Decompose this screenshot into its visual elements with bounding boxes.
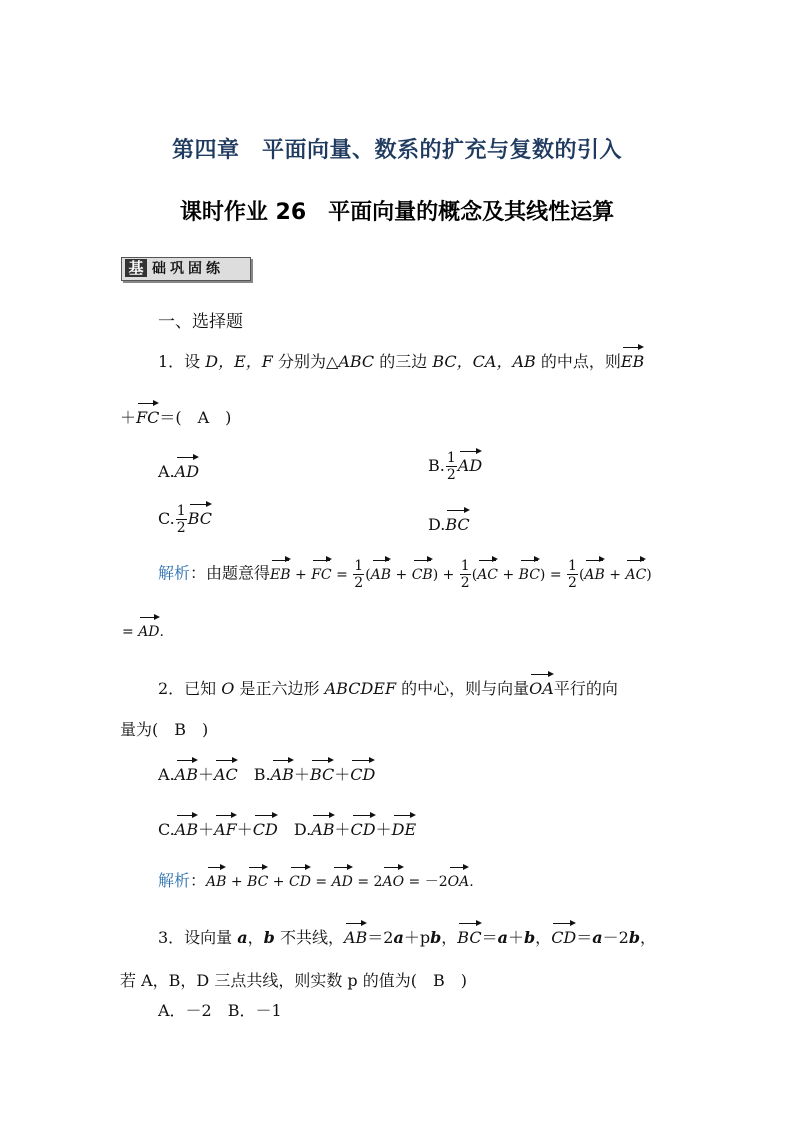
q3-options: A．－2 B．－1 xyxy=(158,1001,282,1020)
q1-option-a: A.AD xyxy=(158,462,200,481)
q1-stem-line1: 1．设 D，E，F 分别为△ABC 的三边 BC，CA，AB 的中点，则EB xyxy=(158,352,645,371)
vector-fc: FC xyxy=(136,408,160,427)
q1-solution-end: = AD. xyxy=(122,620,164,642)
q2-options-cd: C.AB＋AF＋CD D.AB＋CD＋DE xyxy=(158,820,417,839)
q1-option-d: D.BC xyxy=(428,515,470,534)
badge-label: 础巩固练 xyxy=(152,261,224,277)
q3-stem-line1: 3．设向量 a，b 不共线，AB＝2a＋pb，BC＝a＋b，CD＝a－2b， xyxy=(158,928,657,947)
jiexi-label: 解析 xyxy=(158,871,191,890)
q3-stem-line2: 若 A，B，D 三点共线，则实数 p 的值为( B ) xyxy=(120,971,467,990)
chapter-title: 第四章 平面向量、数系的扩充与复数的引入 xyxy=(171,138,622,163)
q2-stem-line2: 量为( B ) xyxy=(120,720,209,739)
q1-stem-line2: ＋FC＝( A ) xyxy=(120,408,232,427)
section-label: 一、选择题 xyxy=(158,312,243,332)
jiexi-label: 解析 xyxy=(158,563,191,583)
q2-stem-line1: 2．已知 O 是正六边形 ABCDEF 的中心，则与向量OA平行的向 xyxy=(158,679,618,698)
vector-oa: OA xyxy=(529,679,554,698)
lesson-title: 课时作业 26 平面向量的概念及其线性运算 xyxy=(179,200,615,225)
q1-option-b: B. $\frac{1}{2}$ AD xyxy=(428,450,483,483)
q1-option-c: C. $\frac{1}{2}$ BC xyxy=(158,503,212,536)
vector-eb: EB xyxy=(620,352,645,371)
section-badge xyxy=(121,257,251,281)
q1-solution: 解析：由题意得EB + FC = $\frac{1}{2}$ (AB + CB) + $\frac{1}{2}$ (AC + BC) = $\frac{1}{2}$ (AB + AC) xyxy=(158,558,652,591)
q2-solution: 解析：AB + BC + CD = AD = 2AO = －2OA. xyxy=(158,871,474,890)
badge-first-char: 基 xyxy=(125,259,147,277)
q2-options-ab: A.AB＋AC B.AB＋BC＋CD xyxy=(158,765,376,784)
